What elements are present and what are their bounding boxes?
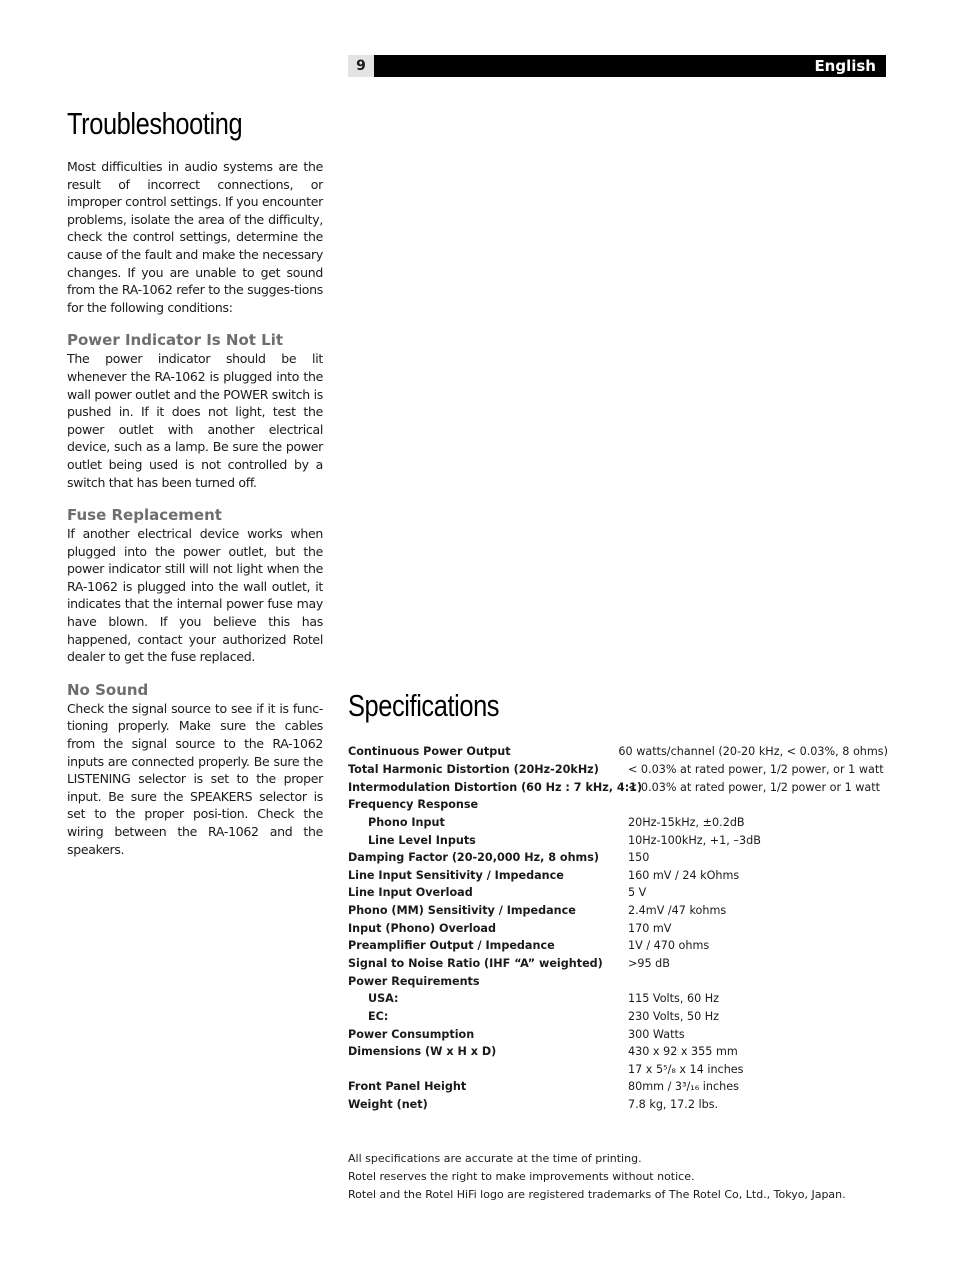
spec-row <box>348 1078 888 1096</box>
fuse-replacement-heading: Fuse Replacement <box>67 506 222 525</box>
spec-value: 300 Watts <box>628 1027 685 1041</box>
troubleshooting-column <box>67 158 323 858</box>
power-indicator-heading: Power Indicator Is Not Lit <box>67 331 284 350</box>
spec-value: 5 V <box>628 886 647 900</box>
spec-label: Continuous Power Output <box>348 745 511 759</box>
spec-value: 150 <box>628 851 650 865</box>
spec-value: 170 mV <box>628 921 672 935</box>
spec-label: Line Input Overload <box>348 886 473 900</box>
fuse-replacement-text: If another electrical device works when plugged into the power outlet, but the power indicator still will not light when the RA-1062 is plugged into the wall outlet, it indicates that the internal power fuse may have blown. If you believe this has happened, contact your authorized Rotel dealer to get the fuse replaced. <box>67 526 323 665</box>
spec-row <box>348 919 888 937</box>
spec-row <box>348 1043 888 1061</box>
spec-value: < 0.03% at rated power, 1/2 power or 1 watt <box>628 780 881 794</box>
page-number: 9 <box>348 55 374 77</box>
spec-row <box>348 831 888 849</box>
spec-label: Input (Phono) Overload <box>348 921 496 935</box>
spec-row <box>348 761 888 779</box>
spec-label: Weight (net) <box>348 1098 428 1112</box>
spec-row <box>348 743 888 761</box>
spec-label: Phono Input <box>368 815 445 829</box>
spec-label: Line Input Sensitivity / Impedance <box>348 868 564 882</box>
spec-value: 430 x 92 x 355 mm <box>628 1045 738 1059</box>
spec-row <box>348 937 888 955</box>
spec-value: 80mm / 3³/₁₆ inches <box>628 1080 739 1094</box>
spec-row <box>348 814 888 832</box>
fine-print <box>348 1150 846 1204</box>
spec-value: 115 Volts, 60 Hz <box>628 992 720 1006</box>
spec-label: Preamplifier Output / Impedance <box>348 939 555 953</box>
spec-row <box>348 1008 888 1026</box>
spec-value: 60 watts/channel (20-20 kHz, < 0.03%, 8 ohms) <box>618 745 888 759</box>
spec-value: 20Hz-15kHz, ±0.2dB <box>628 815 745 829</box>
spec-label: EC: <box>368 1009 389 1023</box>
spec-row <box>348 796 888 814</box>
spec-label: Line Level Inputs <box>368 833 476 847</box>
spec-value: 7.8 kg, 17.2 lbs. <box>628 1098 719 1112</box>
spec-label: Phono (MM) Sensitivity / Impedance <box>348 904 576 918</box>
spec-row <box>348 778 888 796</box>
spec-value: 230 Volts, 50 Hz <box>628 1009 720 1023</box>
specifications-title: Specifications <box>348 688 500 723</box>
spec-label: Power Consumption <box>348 1027 475 1041</box>
spec-row <box>348 972 888 990</box>
fine-print-line: Rotel and the Rotel HiFi logo are registered trademarks of The Rotel Co, Ltd., Tokyo, Japan. <box>348 1188 846 1201</box>
spec-label: Signal to Noise Ratio (IHF “A” weighted) <box>348 957 603 970</box>
spec-label: Intermodulation Distortion (60 Hz : 7 kHz, 4:1) <box>348 780 643 794</box>
power-indicator-text: The power indicator should be lit whenever the RA-1062 is plugged into the wall power outlet and the POWER switch is pushed in. If it does not light, test the power outlet with another electrical device, such as a lamp. Be sure the power outlet being used is not controlled by a switch that has been turned off. <box>67 351 323 490</box>
spec-row <box>348 1096 888 1114</box>
no-sound-heading: No Sound <box>67 680 149 699</box>
fine-print-line: Rotel reserves the right to make improvements without notice. <box>348 1170 695 1183</box>
spec-row <box>348 884 888 902</box>
spec-row <box>348 1061 888 1079</box>
spec-value: 160 mV / 24 kOhms <box>628 868 740 882</box>
troubleshooting-title: Troubleshooting <box>67 106 243 141</box>
spec-label: Frequency Response <box>348 798 479 812</box>
fine-print-line: All specifications are accurate at the time of printing. <box>348 1152 642 1165</box>
specifications-table <box>348 743 888 1113</box>
spec-row <box>348 866 888 884</box>
spec-value: < 0.03% at rated power, 1/2 power, or 1 watt <box>628 762 884 776</box>
spec-label: Front Panel Height <box>348 1080 467 1094</box>
spec-value: 10Hz-100kHz, +1, –3dB <box>628 833 761 847</box>
spec-label: Dimensions (W x H x D) <box>348 1045 497 1059</box>
spec-row <box>348 849 888 867</box>
spec-label: USA: <box>368 992 399 1006</box>
spec-value: >95 dB <box>628 957 670 970</box>
spec-label: Total Harmonic Distortion (20Hz-20kHz) <box>348 762 599 776</box>
spec-value: 2.4mV /47 kohms <box>628 904 727 918</box>
spec-value: 1V / 470 ohms <box>628 939 710 953</box>
no-sound-text: Check the signal source to see if it is func-tioning properly. Make sure the cables from the signal source to the RA-1062 inputs are connected properly. Be sure the LISTENING selector is set to the proper input. Be sure the SPEAKERS selector is set to the proper posi-tion. Check the wiring between the RA-1062 and the speakers. <box>67 700 323 857</box>
language-header-bar <box>374 55 886 77</box>
spec-value: 17 x 5⁵/₈ x 14 inches <box>628 1062 744 1076</box>
spec-row <box>348 990 888 1008</box>
spec-row <box>348 902 888 920</box>
spec-row <box>348 955 888 973</box>
spec-label: Damping Factor (20-20,000 Hz, 8 ohms) <box>348 851 599 865</box>
language-label: English <box>814 57 876 75</box>
spec-row <box>348 1025 888 1043</box>
troubleshooting-intro: Most difficulties in audio systems are the result of incorrect connections, or improper control settings. If you encounter problems, isolate the area of the difficulty, check the control settings, determine the cause of the fault and make the necessary changes. If you are unable to get sound from the RA-1062 refer to the sugges-tions for the following conditions: <box>67 159 323 315</box>
spec-label: Power Requirements <box>348 974 480 988</box>
